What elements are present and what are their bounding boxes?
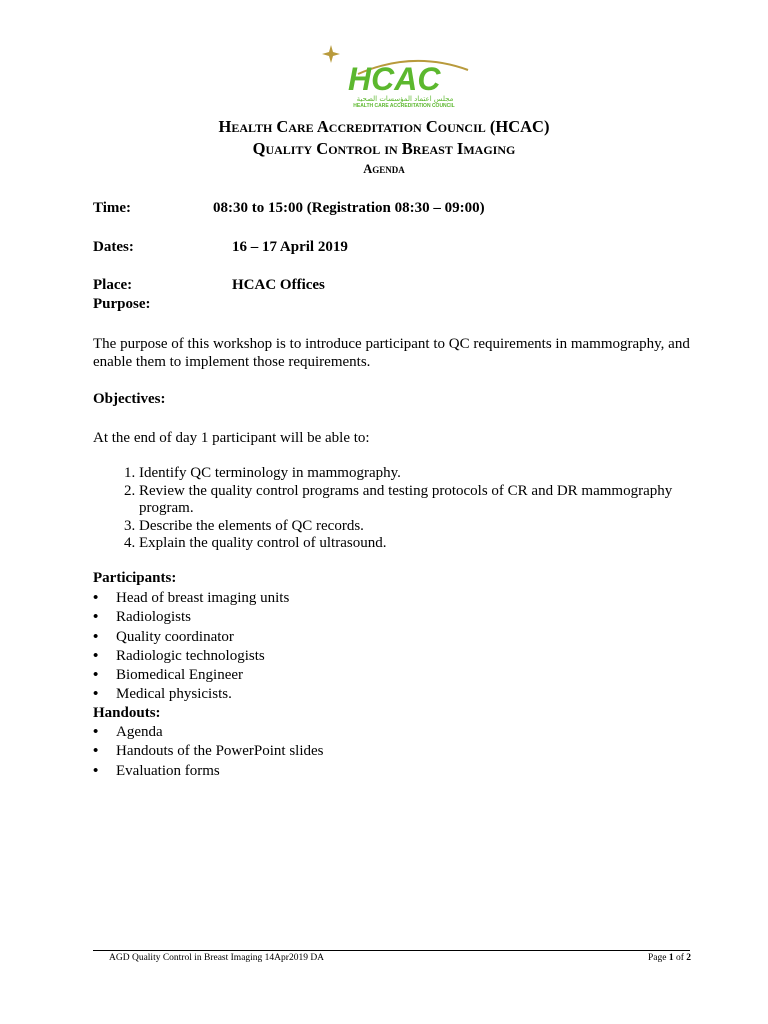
list-item: • Medical physicists. xyxy=(93,685,289,704)
objectives-intro: At the end of day 1 participant will be able to: xyxy=(93,430,370,446)
list-item: • Handouts of the PowerPoint slides xyxy=(93,742,324,761)
purpose-text: The purpose of this workshop is to introduce participant to QC requirements in mammography, and enable them to implement those requirements. xyxy=(93,336,690,370)
list-item: • Radiologists xyxy=(93,608,289,627)
time-value: 08:30 to 15:00 (Registration 08:30 – 09:00) xyxy=(213,200,485,216)
list-item: • Biomedical Engineer xyxy=(93,666,289,685)
objectives-heading: Objectives: xyxy=(93,391,166,407)
dates-value: 16 – 17 April 2019 xyxy=(232,239,348,255)
footer-document-id: AGD Quality Control in Breast Imaging 14Apr2019 DA xyxy=(109,953,325,963)
agenda-heading: Agenda xyxy=(363,162,405,176)
list-item: 3. Describe the elements of QC records. xyxy=(139,518,695,536)
star-icon xyxy=(322,45,340,63)
handouts-heading: Handouts: xyxy=(93,705,161,721)
list-item: 1. Identify QC terminology in mammography. xyxy=(139,465,695,483)
footer-divider xyxy=(93,950,690,951)
purpose-label: Purpose: xyxy=(93,296,151,312)
list-item: 4. Explain the quality control of ultrasound. xyxy=(139,535,695,553)
footer-page-number: Page 1 of 2 xyxy=(647,953,691,963)
list-item: • Head of breast imaging units xyxy=(93,589,289,608)
participants-list xyxy=(93,589,289,705)
list-item: • Quality coordinator xyxy=(93,628,289,647)
list-item: 2. Review the quality control programs and testing protocols of CR and DR mammography program. xyxy=(139,483,695,518)
logo-text: HCAC xyxy=(348,61,441,97)
logo-arabic: مجلس اعتماد المؤسسات الصحية xyxy=(356,95,454,103)
objectives-list xyxy=(93,465,695,553)
dates-label: Dates: xyxy=(93,239,134,255)
list-item: • Agenda xyxy=(93,723,324,742)
list-item: • Evaluation forms xyxy=(93,762,324,781)
handouts-list xyxy=(93,723,324,781)
place-label: Place: xyxy=(93,277,133,293)
logo-tagline: HEALTH CARE ACCREDITATION COUNCIL xyxy=(353,103,455,109)
document-title: Health Care Accreditation Council (HCAC) xyxy=(218,117,550,136)
document-subtitle: Quality Control in Breast Imaging xyxy=(252,139,516,158)
list-item: • Radiologic technologists xyxy=(93,647,289,666)
participants-heading: Participants: xyxy=(93,570,177,586)
time-label: Time: xyxy=(93,200,132,216)
place-value: HCAC Offices xyxy=(232,277,325,293)
